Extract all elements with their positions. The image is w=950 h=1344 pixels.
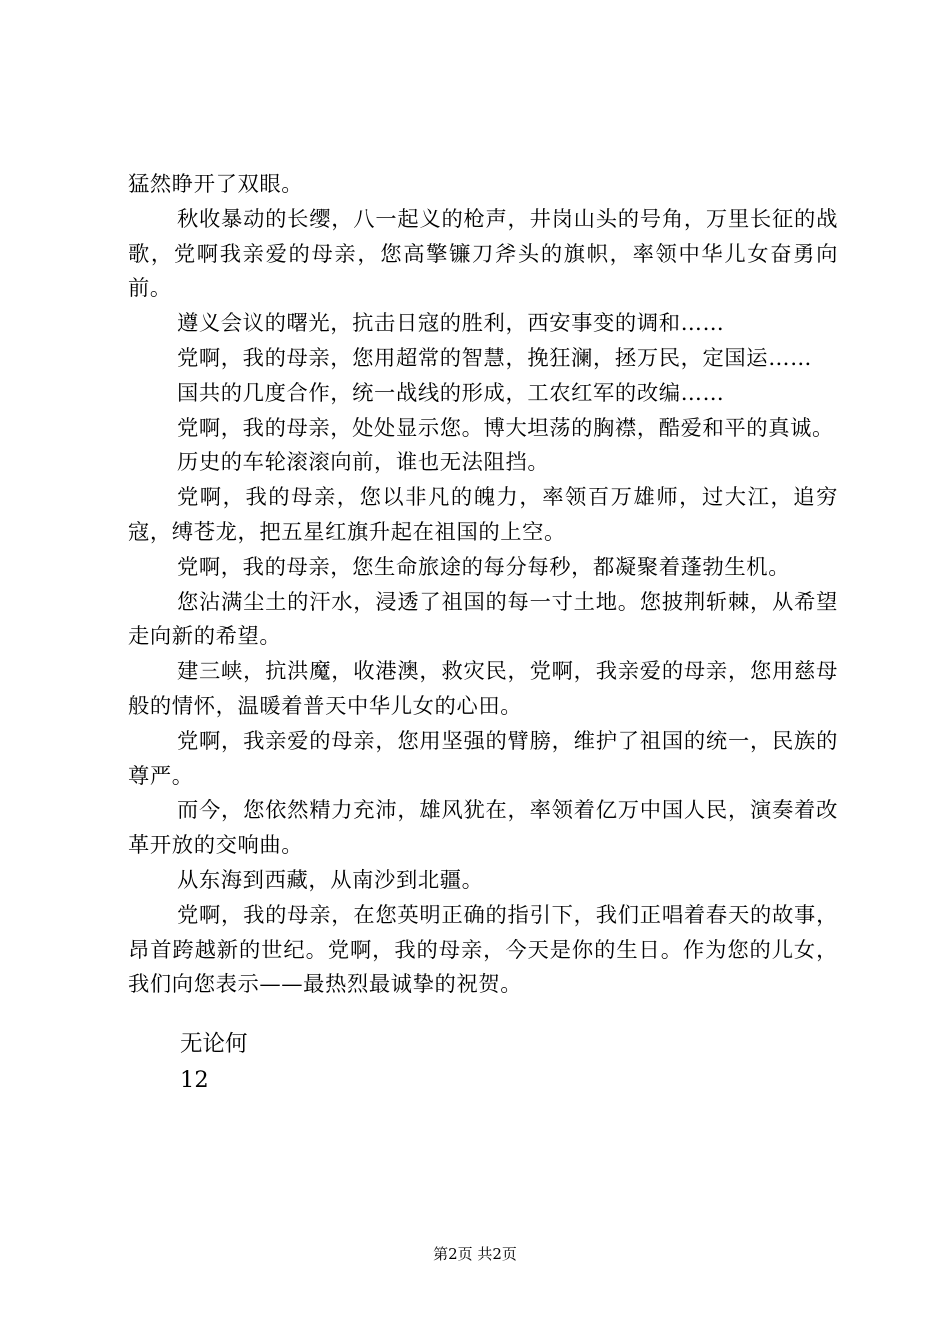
paragraph: 党啊，我的母亲，您生命旅途的每分每秒，都凝聚着蓬勃生机。: [176, 554, 791, 580]
page-number-label: 第2页 共2页: [433, 1245, 517, 1263]
paragraph: 建三峡，抗洪魔，收港澳，救灾民，党啊，我亲爱的母亲，您用慈母般的情怀，温暖着普天中华儿女的心田。: [128, 659, 838, 719]
document-body: [128, 168, 838, 1003]
paragraph: 党啊，我的母亲，在您英明正确的指引下，我们正唱着春天的故事，昂首跨越新的世纪。党啊，我的母亲，今天是你的生日。作为您的儿女，我们向您表示——最热烈最诚挚的祝贺。: [128, 902, 838, 998]
trailing-fragment: [180, 1026, 248, 1098]
paragraph: 党啊，我亲爱的母亲，您用坚强的臂膀，维护了祖国的统一，民族的尊严。: [128, 728, 838, 789]
page-footer: [0, 1244, 950, 1264]
paragraph: 历史的车轮滚滚向前，谁也无法阻挡。: [176, 450, 550, 476]
paragraph: 您沾满尘土的汗水，浸透了祖国的每一寸土地。您披荆斩棘，从希望走向新的希望。: [128, 589, 838, 650]
trailing-number: 12: [180, 1067, 209, 1093]
paragraph: 秋收暴动的长缨，八一起义的枪声，井岗山头的号角，万里长征的战歌，党啊我亲爱的母亲，您高擎镰刀斧头的旗帜，率领中华儿女奋勇向前。: [128, 206, 838, 302]
paragraph: 党啊，我的母亲，您用超常的智慧，挽狂澜，拯万民，定国运……: [176, 345, 812, 371]
paragraph: 从东海到西藏，从南沙到北疆。: [176, 867, 484, 893]
paragraph: 党啊，我的母亲，处处显示您。博大坦荡的胸襟，酷爱和平的真诚。: [176, 415, 834, 441]
paragraph: 猛然睁开了双眼。: [128, 172, 304, 197]
paragraph: 党啊，我的母亲，您以非凡的魄力，率领百万雄师，过大江，追穷寇，缚苍龙，把五星红旗升起在祖国的上空。: [128, 485, 838, 545]
paragraph: 而今，您依然精力充沛，雄风犹在，率领着亿万中国人民，演奏着改革开放的交响曲。: [128, 798, 838, 859]
trailing-text: 无论何: [180, 1031, 248, 1057]
paragraph: 遵义会议的曙光，抗击日寇的胜利，西安事变的调和……: [176, 311, 725, 337]
paragraph: 国共的几度合作，统一战线的形成，工农红军的改编……: [176, 380, 725, 406]
